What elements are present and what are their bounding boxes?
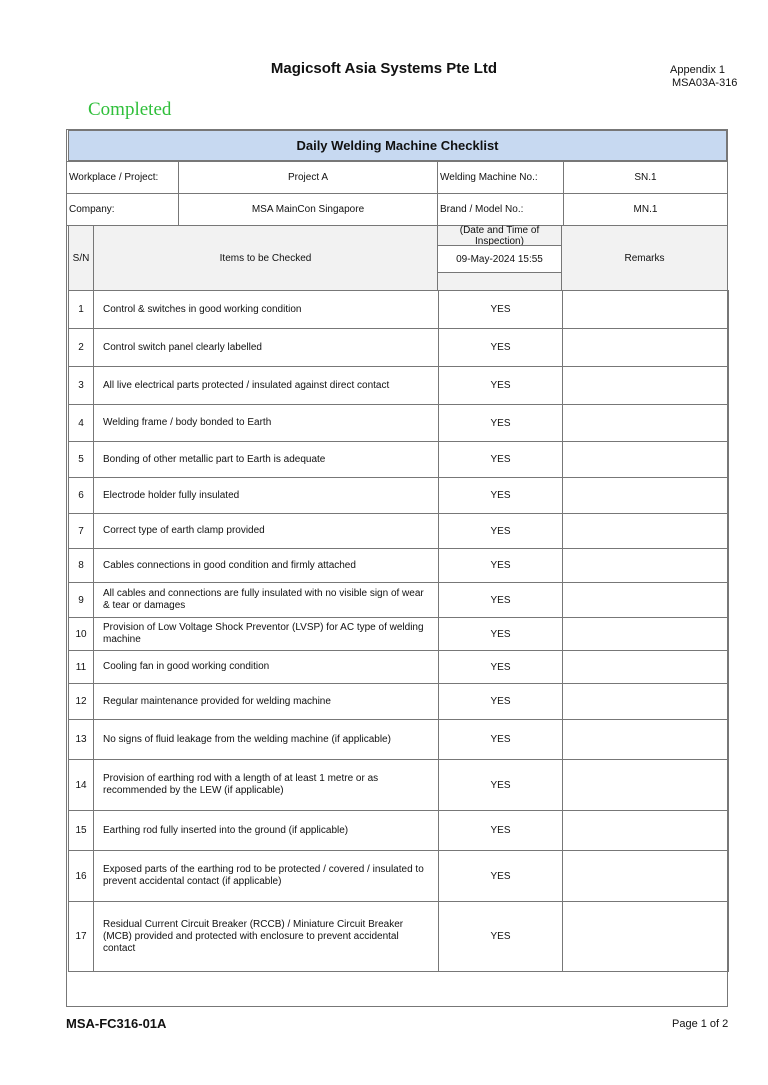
checklist-table (68, 290, 729, 972)
table-row (69, 651, 729, 684)
inspection-datetime: 09-May-2024 15:55 (437, 245, 562, 273)
row-sn: 10 (69, 618, 94, 651)
company-value: MSA MainCon Singapore (178, 193, 438, 226)
row-remark (563, 405, 729, 442)
table-row (69, 684, 729, 720)
appendix-ref (670, 64, 737, 90)
row-remark (563, 902, 729, 972)
row-answer: YES (439, 902, 563, 972)
row-answer: YES (439, 760, 563, 811)
row-sn: 4 (69, 405, 94, 442)
row-answer: YES (439, 618, 563, 651)
row-sn: 5 (69, 442, 94, 478)
row-remark (563, 478, 729, 514)
row-answer: YES (439, 478, 563, 514)
row-answer: YES (439, 651, 563, 684)
row-answer: YES (439, 405, 563, 442)
table-row (69, 760, 729, 811)
table-row (69, 811, 729, 851)
machine-no-value: SN.1 (563, 161, 728, 194)
table-row (69, 367, 729, 405)
row-remark (563, 549, 729, 583)
row-sn: 17 (69, 902, 94, 972)
row-answer: YES (439, 329, 563, 367)
form-code: MSA-FC316-01A (66, 1016, 167, 1031)
row-answer: YES (439, 583, 563, 618)
row-answer: YES (439, 811, 563, 851)
row-item: Regular maintenance provided for welding machine (94, 684, 439, 720)
machine-no-label: Welding Machine No.: (437, 161, 564, 194)
inspection-blank (437, 272, 562, 291)
row-item: Electrode holder fully insulated (94, 478, 439, 514)
brand-label: Brand / Model No.: (437, 193, 564, 226)
row-answer: YES (439, 720, 563, 760)
row-item: Earthing rod fully inserted into the ground (if applicable) (94, 811, 439, 851)
row-sn: 2 (69, 329, 94, 367)
col-sn-header: S/N (68, 225, 94, 291)
row-remark (563, 442, 729, 478)
row-item: No signs of fluid leakage from the welding machine (if applicable) (94, 720, 439, 760)
row-sn: 1 (69, 291, 94, 329)
table-row (69, 851, 729, 902)
row-sn: 11 (69, 651, 94, 684)
row-remark (563, 329, 729, 367)
appendix-line-1: Appendix 1 (670, 64, 726, 76)
row-answer: YES (439, 851, 563, 902)
row-item: Control switch panel clearly labelled (94, 329, 439, 367)
table-row (69, 583, 729, 618)
row-item: Bonding of other metallic part to Earth is adequate (94, 442, 439, 478)
col-items-header: Items to be Checked (93, 225, 438, 291)
row-answer: YES (439, 442, 563, 478)
row-answer: YES (439, 514, 563, 549)
row-item: Cooling fan in good working condition (94, 651, 439, 684)
row-remark (563, 851, 729, 902)
row-remark (563, 684, 729, 720)
form-title: Daily Welding Machine Checklist (68, 130, 727, 161)
row-remark (563, 291, 729, 329)
workplace-value: Project A (178, 161, 438, 194)
row-answer: YES (439, 549, 563, 583)
row-item: All live electrical parts protected / insulated against direct contact (94, 367, 439, 405)
table-row (69, 478, 729, 514)
row-sn: 16 (69, 851, 94, 902)
table-row (69, 618, 729, 651)
company-name: Magicsoft Asia Systems Pte Ltd (270, 60, 498, 77)
row-sn: 14 (69, 760, 94, 811)
row-remark (563, 367, 729, 405)
row-item: Welding frame / body bonded to Earth (94, 405, 439, 442)
row-sn: 9 (69, 583, 94, 618)
table-row (69, 442, 729, 478)
page-number: Page 1 of 2 (672, 1018, 729, 1030)
inspection-label: (Date and Time of Inspection) (437, 225, 562, 246)
status-stamp: Completed (88, 99, 172, 120)
row-remark (563, 583, 729, 618)
row-sn: 3 (69, 367, 94, 405)
table-row (69, 549, 729, 583)
row-item: Residual Current Circuit Breaker (RCCB) / Miniature Circuit Breaker (MCB) provided and protected with enclosure to prevent accidental contact (94, 902, 439, 972)
row-answer: YES (439, 367, 563, 405)
table-row (69, 514, 729, 549)
workplace-label: Workplace / Project: (66, 161, 179, 194)
company-label: Company: (66, 193, 179, 226)
appendix-line-2: MSA03A-316 (672, 77, 738, 89)
row-item: Provision of Low Voltage Shock Preventor (LVSP) for AC type of welding machine (94, 618, 439, 651)
row-sn: 7 (69, 514, 94, 549)
row-sn: 15 (69, 811, 94, 851)
table-row (69, 291, 729, 329)
row-item: Exposed parts of the earthing rod to be protected / covered / insulated to prevent accidental contact (if applicable) (94, 851, 439, 902)
row-remark (563, 514, 729, 549)
row-item: Provision of earthing rod with a length of at least 1 metre or as recommended by the LEW (if applicable) (94, 760, 439, 811)
table-row (69, 720, 729, 760)
table-row (69, 329, 729, 367)
table-row (69, 902, 729, 972)
row-item: Cables connections in good condition and firmly attached (94, 549, 439, 583)
row-remark (563, 651, 729, 684)
row-answer: YES (439, 684, 563, 720)
row-sn: 8 (69, 549, 94, 583)
row-item: Control & switches in good working condition (94, 291, 439, 329)
row-item: Correct type of earth clamp provided (94, 514, 439, 549)
row-answer: YES (439, 291, 563, 329)
brand-value: MN.1 (563, 193, 728, 226)
table-row (69, 405, 729, 442)
row-remark (563, 811, 729, 851)
row-remark (563, 618, 729, 651)
row-sn: 13 (69, 720, 94, 760)
row-item: All cables and connections are fully insulated with no visible sign of wear & tear or damages (94, 583, 439, 618)
row-sn: 12 (69, 684, 94, 720)
row-remark (563, 760, 729, 811)
col-remarks-header: Remarks (561, 225, 728, 291)
row-sn: 6 (69, 478, 94, 514)
row-remark (563, 720, 729, 760)
